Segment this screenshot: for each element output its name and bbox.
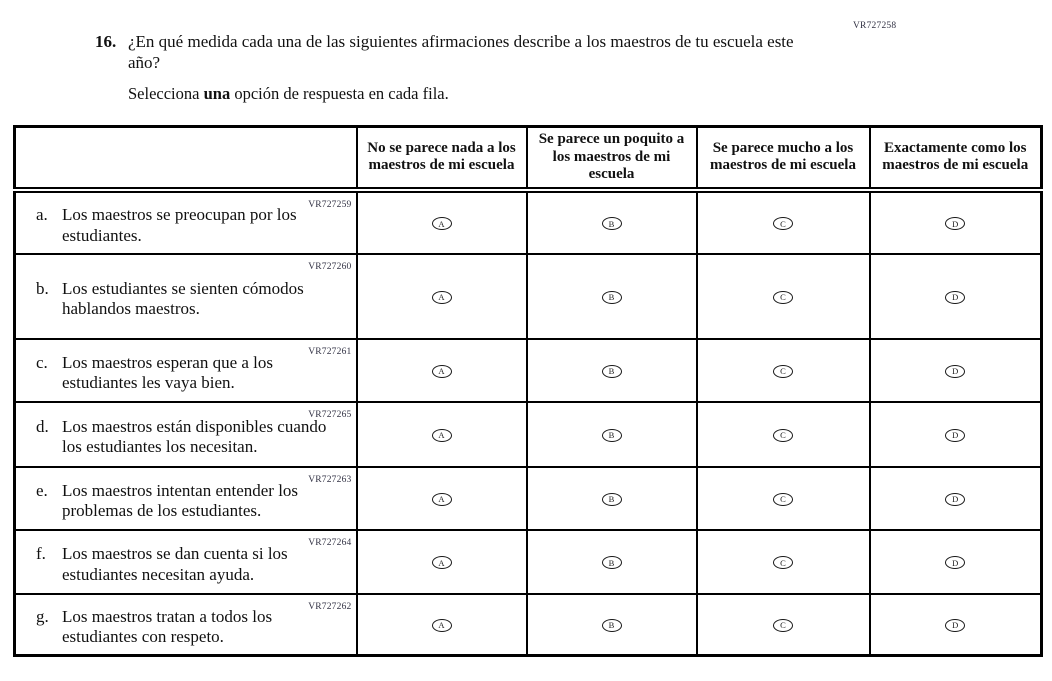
answer-bubble-g-option-c[interactable]: C bbox=[773, 619, 793, 632]
header-option-4: Exactamente como los maestros de mi escuela bbox=[870, 127, 1042, 190]
answer-cell-g2 bbox=[527, 594, 697, 656]
instruction-suffix: opción de respuesta en cada fila. bbox=[230, 84, 449, 103]
page-variable-code: VR727258 bbox=[853, 21, 897, 31]
answer-cell-f3 bbox=[697, 530, 870, 594]
table-row-a bbox=[15, 190, 1042, 254]
answer-bubble-e-option-a[interactable]: A bbox=[432, 493, 452, 506]
response-matrix-table bbox=[13, 125, 1043, 657]
answer-bubble-f-option-b[interactable]: B bbox=[602, 556, 622, 569]
answer-bubble-a-option-c[interactable]: C bbox=[773, 217, 793, 230]
answer-cell-d2 bbox=[527, 402, 697, 467]
header-option-3: Se parece mucho a los maestros de mi escuela bbox=[697, 127, 870, 190]
answer-bubble-g-option-b[interactable]: B bbox=[602, 619, 622, 632]
statement-f bbox=[36, 544, 348, 585]
header-row bbox=[15, 127, 1042, 190]
answer-bubble-d-option-c[interactable]: C bbox=[773, 429, 793, 442]
answer-cell-d4 bbox=[870, 402, 1042, 467]
answer-cell-g4 bbox=[870, 594, 1042, 656]
table-row-c bbox=[15, 339, 1042, 402]
statement-text: Los maestros se preocupan por los estudiantes. bbox=[62, 205, 297, 245]
answer-bubble-a-option-d[interactable]: D bbox=[945, 217, 965, 230]
answer-cell-e1 bbox=[357, 467, 527, 530]
statement-text: Los maestros están disponibles cuando los estudiantes los necesitan. bbox=[62, 416, 327, 456]
row-variable-code: VR727259 bbox=[308, 199, 352, 210]
statement-c bbox=[36, 353, 348, 394]
row-variable-code: VR727263 bbox=[308, 474, 352, 485]
answer-bubble-f-option-c[interactable]: C bbox=[773, 556, 793, 569]
answer-bubble-a-option-b[interactable]: B bbox=[602, 217, 622, 230]
statement-letter: a. bbox=[36, 205, 48, 224]
table-row-f bbox=[15, 530, 1042, 594]
statement-cell-g bbox=[15, 594, 357, 656]
answer-cell-g3 bbox=[697, 594, 870, 656]
statement-letter: f. bbox=[36, 544, 46, 563]
statement-letter: b. bbox=[36, 278, 49, 298]
answer-bubble-e-option-d[interactable]: D bbox=[945, 493, 965, 506]
row-variable-code: VR727260 bbox=[308, 261, 352, 272]
statement-d bbox=[36, 417, 348, 458]
question-number: 16. bbox=[95, 32, 117, 51]
statement-g bbox=[36, 607, 348, 648]
statement-letter: g. bbox=[36, 606, 49, 626]
header-option-2: Se parece un poquito a los maestros de mi escuela bbox=[527, 127, 697, 190]
header-option-1: No se parece nada a los maestros de mi escuela bbox=[357, 127, 527, 190]
answer-cell-d1 bbox=[357, 402, 527, 467]
answer-bubble-e-option-b[interactable]: B bbox=[602, 493, 622, 506]
answer-bubble-b-option-d[interactable]: D bbox=[945, 291, 965, 304]
answer-bubble-d-option-d[interactable]: D bbox=[945, 429, 965, 442]
answer-cell-a3 bbox=[697, 190, 870, 254]
row-variable-code: VR727261 bbox=[308, 346, 352, 357]
answer-cell-e3 bbox=[697, 467, 870, 530]
answer-bubble-d-option-a[interactable]: A bbox=[432, 429, 452, 442]
answer-cell-c1 bbox=[357, 339, 527, 402]
answer-bubble-c-option-a[interactable]: A bbox=[432, 365, 452, 378]
statement-letter: c. bbox=[36, 352, 48, 372]
instruction-bold-word: una bbox=[203, 84, 231, 103]
statement-b bbox=[36, 279, 348, 320]
answer-bubble-f-option-d[interactable]: D bbox=[945, 556, 965, 569]
answer-cell-e4 bbox=[870, 467, 1042, 530]
answer-cell-b1 bbox=[357, 254, 527, 339]
statement-cell-a bbox=[15, 190, 357, 254]
answer-cell-b3 bbox=[697, 254, 870, 339]
statement-text: Los maestros tratan a todos los estudiantes con respeto. bbox=[62, 606, 273, 646]
answer-cell-b4 bbox=[870, 254, 1042, 339]
table-row-e bbox=[15, 467, 1042, 530]
answer-cell-a1 bbox=[357, 190, 527, 254]
answer-bubble-c-option-d[interactable]: D bbox=[945, 365, 965, 378]
answer-cell-b2 bbox=[527, 254, 697, 339]
answer-bubble-a-option-a[interactable]: A bbox=[432, 217, 452, 230]
statement-a bbox=[36, 205, 348, 246]
statement-letter: e. bbox=[36, 480, 48, 500]
answer-cell-c4 bbox=[870, 339, 1042, 402]
answer-bubble-f-option-a[interactable]: A bbox=[432, 556, 452, 569]
statement-text: Los maestros se dan cuenta si los estudiantes necesitan ayuda. bbox=[62, 544, 288, 584]
question-text: ¿En qué medida cada una de las siguientes afirmaciones describe a los maestros de tu escuela este año? bbox=[128, 32, 794, 72]
answer-bubble-c-option-c[interactable]: C bbox=[773, 365, 793, 378]
answer-cell-f4 bbox=[870, 530, 1042, 594]
row-variable-code: VR727264 bbox=[308, 537, 352, 548]
statement-cell-d bbox=[15, 402, 357, 467]
answer-bubble-b-option-c[interactable]: C bbox=[773, 291, 793, 304]
answer-cell-d3 bbox=[697, 402, 870, 467]
answer-cell-c2 bbox=[527, 339, 697, 402]
answer-bubble-d-option-b[interactable]: B bbox=[602, 429, 622, 442]
answer-cell-g1 bbox=[357, 594, 527, 656]
table-row-d bbox=[15, 402, 1042, 467]
answer-cell-a4 bbox=[870, 190, 1042, 254]
row-variable-code: VR727262 bbox=[308, 601, 352, 612]
row-variable-code: VR727265 bbox=[308, 409, 352, 420]
answer-bubble-e-option-c[interactable]: C bbox=[773, 493, 793, 506]
answer-bubble-c-option-b[interactable]: B bbox=[602, 365, 622, 378]
answer-cell-f2 bbox=[527, 530, 697, 594]
table-row-b bbox=[15, 254, 1042, 339]
statement-text: Los maestros esperan que a los estudiantes les vaya bien. bbox=[62, 352, 274, 392]
statement-cell-e bbox=[15, 467, 357, 530]
statement-cell-c bbox=[15, 339, 357, 402]
instruction-prefix: Selecciona bbox=[128, 84, 204, 103]
statement-e bbox=[36, 481, 348, 522]
statement-cell-b bbox=[15, 254, 357, 339]
answer-cell-f1 bbox=[357, 530, 527, 594]
question-block bbox=[95, 31, 795, 73]
instruction-text bbox=[128, 84, 449, 104]
answer-bubble-g-option-d[interactable]: D bbox=[945, 619, 965, 632]
statement-text: Los estudiantes se sienten cómodos hablandos maestros. bbox=[62, 278, 304, 318]
statement-letter: d. bbox=[36, 416, 49, 436]
answer-bubble-b-option-b[interactable]: B bbox=[602, 291, 622, 304]
statement-text: Los maestros intentan entender los problemas de los estudiantes. bbox=[62, 480, 299, 520]
answer-bubble-g-option-a[interactable]: A bbox=[432, 619, 452, 632]
table-row-g bbox=[15, 594, 1042, 656]
answer-cell-e2 bbox=[527, 467, 697, 530]
answer-bubble-b-option-a[interactable]: A bbox=[432, 291, 452, 304]
answer-cell-a2 bbox=[527, 190, 697, 254]
header-empty-cell bbox=[15, 127, 357, 190]
statement-cell-f bbox=[15, 530, 357, 594]
answer-cell-c3 bbox=[697, 339, 870, 402]
